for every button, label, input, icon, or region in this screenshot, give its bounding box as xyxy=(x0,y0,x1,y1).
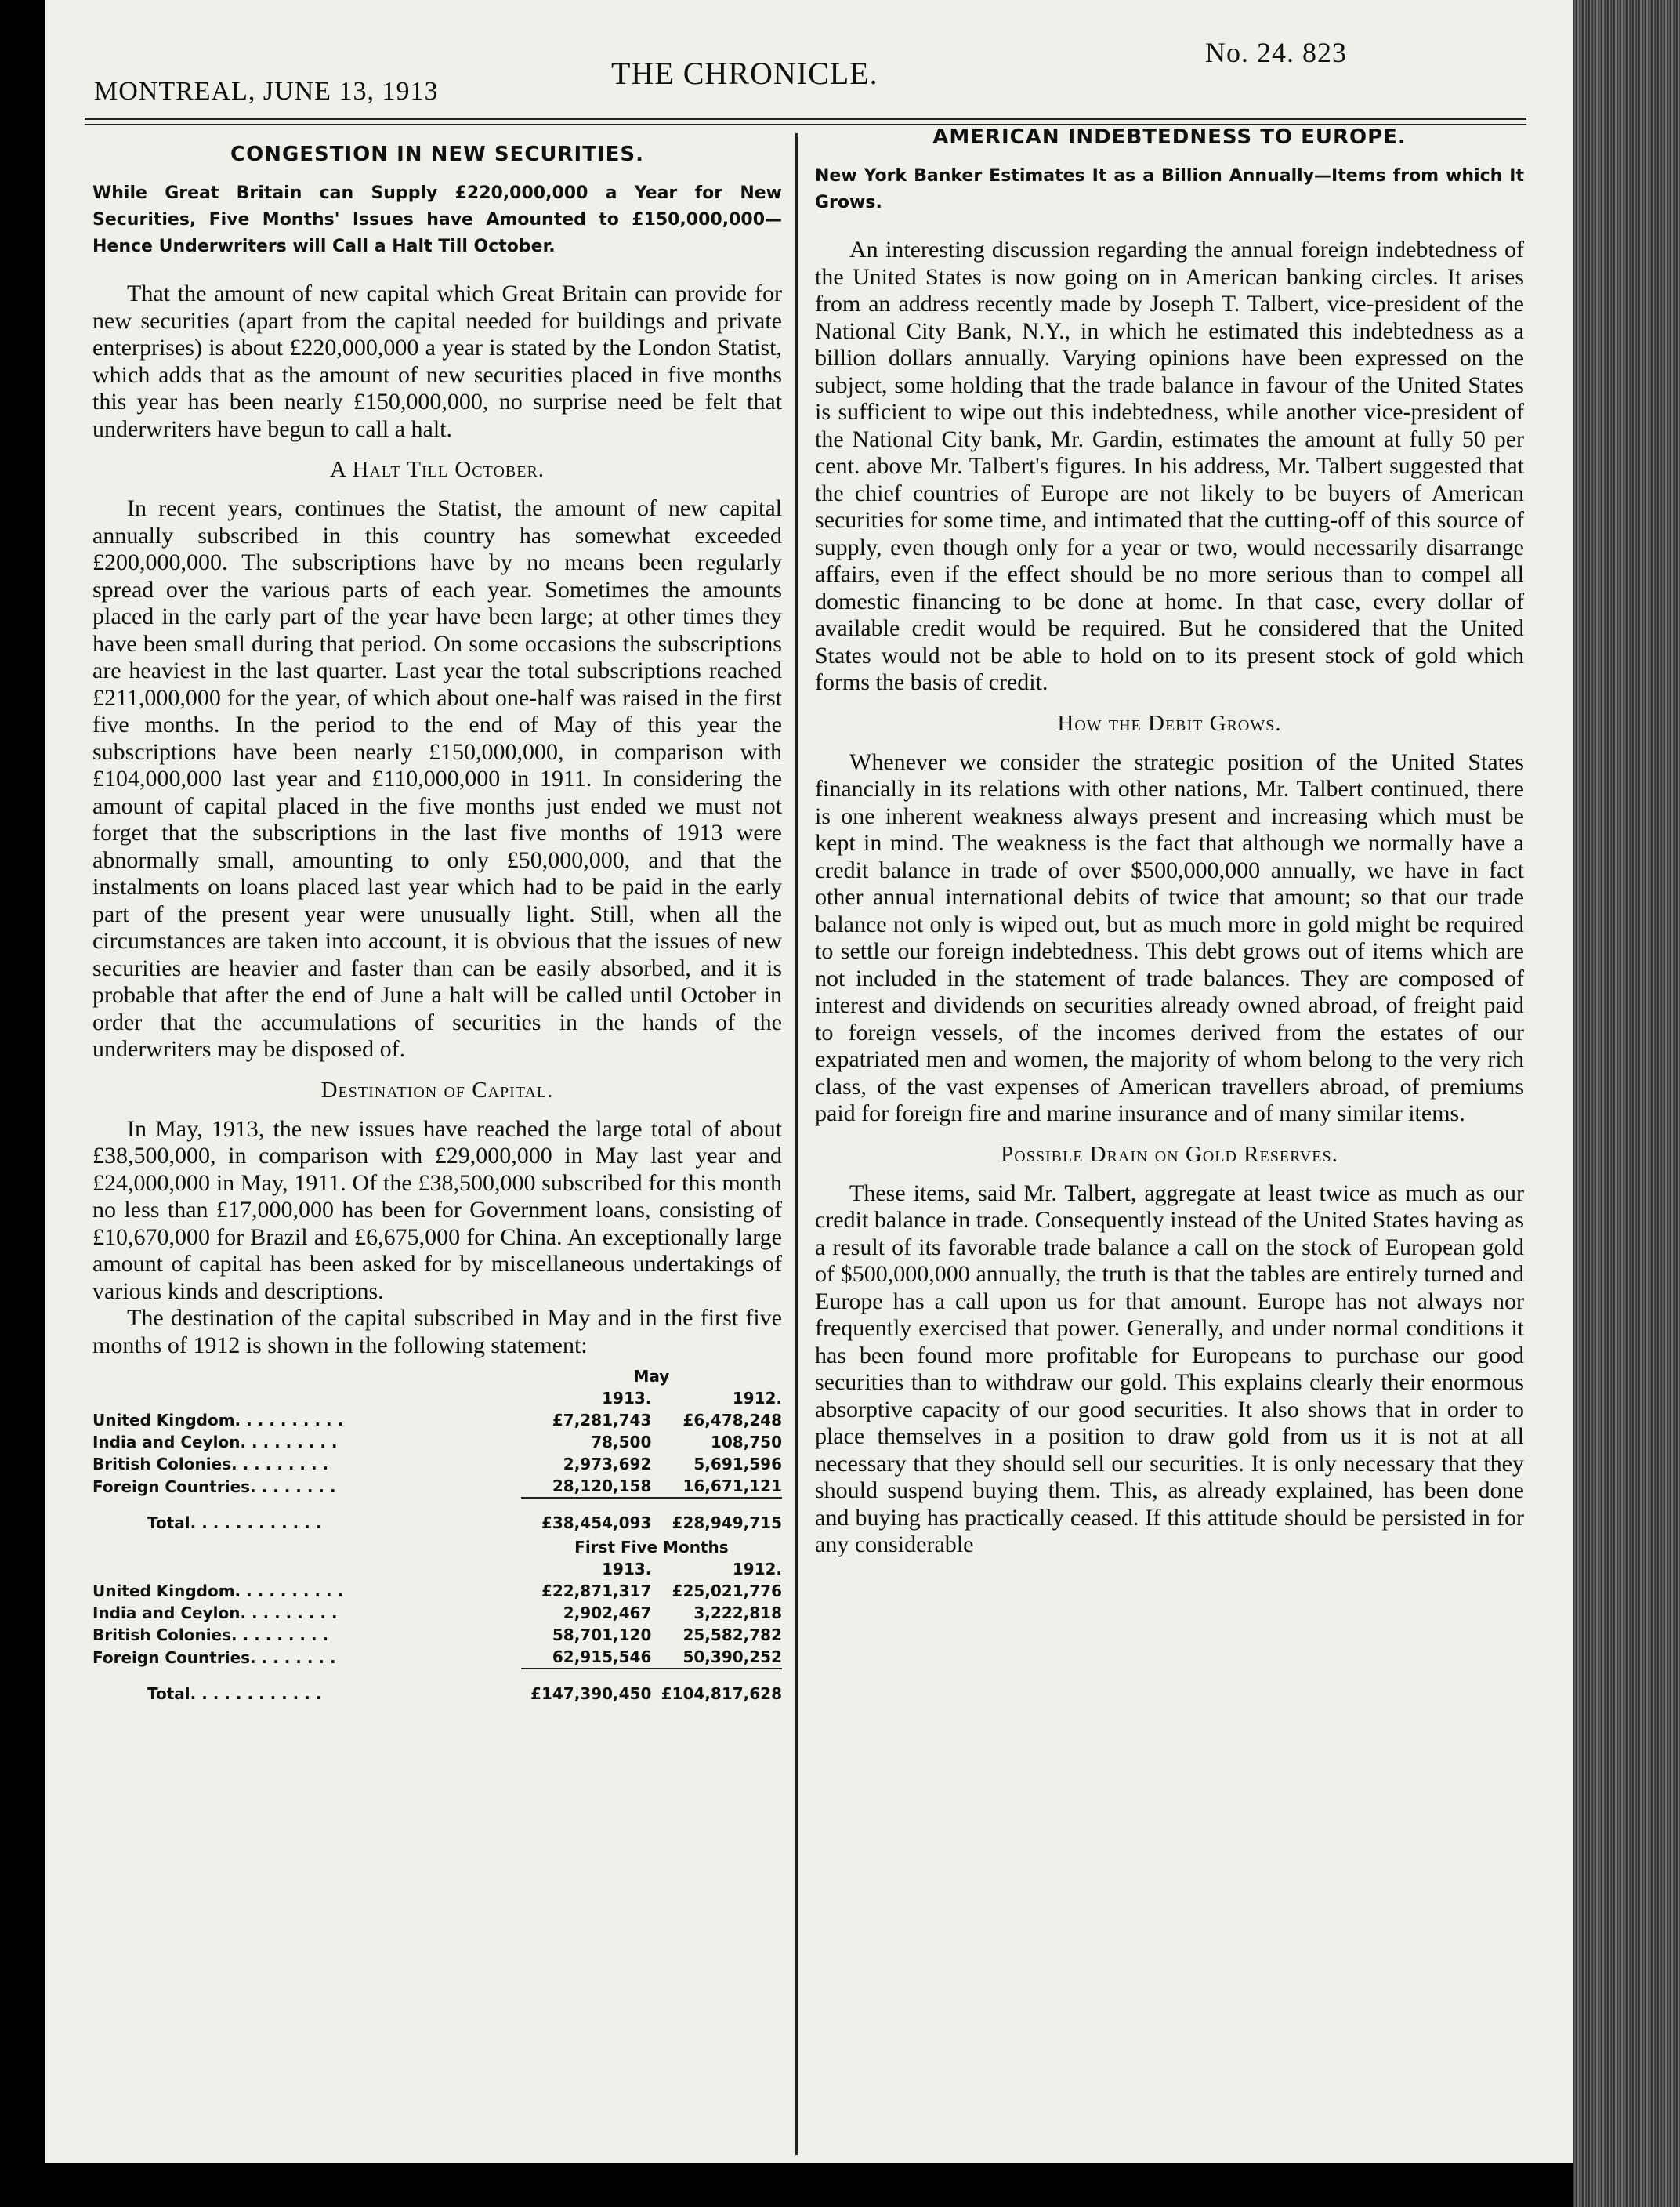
header-masthead: THE CHRONICLE. xyxy=(611,56,878,91)
section-heading: Possible Drain on Gold Reserves. xyxy=(1001,1141,1338,1167)
left-column xyxy=(92,133,782,1707)
left-article-title: CONGESTION IN NEW SECURITIES. xyxy=(230,143,644,166)
table-row: United Kingdom. . . . . . . . . . £7,281,743 £6,478,248 xyxy=(92,1411,782,1430)
table-row: India and Ceylon. . . . . . . . . 2,902,467 3,222,818 xyxy=(92,1604,782,1622)
paragraph: These items, said Mr. Talbert, aggregate at least twice as much as our credit balance in trade. Consequently instead of the United States having as a result of its favorable trade balance a call on the stock of European gold of $500,000,000 annually, the truth is that the tables are entirely turned and Europe has a call upon us for that amount. Europe has not always nor frequently exercised that power. Generally, and under normal conditions it has been found more profitable for Europeans to purchase our good securities than to withdraw our gold. This explains clearly their enormous absorptive capacity of our good securities. It also shows that in order to place themselves in a position to draw gold from us it is not at all necessary that they should sell our securities. It is only necessary that they should suspend buying them. This, as already explained, has been done and buying has practically ceased. If this attitude should be persisted in for any considerable xyxy=(815,1180,1524,1557)
table-heading-five-months: First Five Months xyxy=(574,1538,729,1556)
table-heading-may: May xyxy=(633,1367,670,1386)
table-row: Foreign Countries. . . . . . . . 28,120,158 16,671,121 xyxy=(92,1475,782,1498)
column-header: 1912. xyxy=(732,1389,782,1408)
header-rule-thin xyxy=(85,124,1526,125)
section-heading: Destination of Capital. xyxy=(320,1077,554,1103)
right-article-title: AMERICAN INDEBTEDNESS TO EUROPE. xyxy=(932,125,1407,149)
section-heading: How the Debit Grows. xyxy=(1057,710,1282,736)
column-header: 1913. xyxy=(602,1560,652,1578)
paragraph: That the amount of new capital which Great Britain can provide for new securities (apart from the capital needed for buildings and private enterprises) is about £220,000,000 a year is stated by the London Statist, which adds that as the amount of new securities placed in five months this year has been nearly £150,000,000, no surprise need be felt that underwriters have begun to call a halt. xyxy=(92,281,782,442)
paragraph: Whenever we consider the strategic position of the United States financially in its relations with other nations, Mr. Talbert continued, there is one inherent weakness always present and increasing which must be kept in mind. The weakness is the fact that although we normally have a credit balance in trade of over $500,000,000 annually, we have in fact other annual international debits of twice that amount; so that our trade balance not only is wiped out, but as much more in gold might be required to settle our foreign indebtedness. This debt grows out of items which are not included in the statement of trade balances. They are composed of interest and dividends on securities already owned abroad, of freight paid to foreign vessels, of the incomes derived from the estates of our expatriated men and women, the majority of whom belong to the very rich class, of the vast expenses of American travellers abroad, of premiums paid for foreign fire and marine insurance and of many similar items. xyxy=(815,748,1524,1126)
header-rule xyxy=(85,118,1526,120)
right-article-body xyxy=(815,237,1524,1559)
page-header xyxy=(45,31,1573,110)
right-column xyxy=(815,125,1524,1559)
header-page-number: No. 24. 823 xyxy=(1205,37,1347,68)
paragraph: In recent years, continues the Statist, the amount of new capital annually subscribed in this country has somewhat exceeded £200,000,000. The subscriptions have by no means been regularly spread over the various parts of each year. Sometimes the amounts placed in the early part of the year have been large; at other times they have been small during that period. On some occasions the subscriptions are heaviest in the last quarter. Last year the total subscriptions reached £211,000,000 for the year, of which about one-half was raised in the first five months. In the period to the end of May of this year the subscriptions have been nearly £150,000,000, in comparison with £104,000,000 last year and £110,000,000 in 1911. In considering the amount of capital placed in the five months just ended we must not forget that the subscriptions in the last five months of 1913 were abnormally small, amounting to only £50,000,000, and that the instalments on loans placed last year which had to be paid in the early part of the present year were unusually light. Still, when all the circumstances are taken into account, it is obvious that the issues of new securities are heavier and faster than can be easily absorbed, and it is probable that after the end of June a halt will be called until October in order that the accumulations of securities in the hands of the underwriters may be disposed of. xyxy=(92,495,782,1062)
column-header: 1913. xyxy=(602,1389,652,1408)
table-row: India and Ceylon. . . . . . . . . 78,500 108,750 xyxy=(92,1433,782,1451)
right-article-subtitle: New York Banker Estimates It as a Billion Annually—Items from which It Grows. xyxy=(815,166,1524,212)
table-row: United Kingdom. . . . . . . . . . £22,871,317 £25,021,776 xyxy=(92,1582,782,1600)
table-total-row: Total. . . . . . . . . . . . £38,454,093 £28,949,715 xyxy=(147,1513,782,1532)
capital-destination-table xyxy=(92,1365,782,1707)
newspaper-page xyxy=(45,0,1573,2163)
left-article-subtitle: While Great Britain can Supply £220,000,000 a Year for New Securities, Five Months' Issues have Amounted to £150,000,000—Hence Underwriters will Call a Halt Till October. xyxy=(92,183,782,256)
section-heading: A Halt Till October. xyxy=(329,457,545,482)
table-total-row: Total. . . . . . . . . . . . £147,390,450 £104,817,628 xyxy=(147,1683,782,1703)
table-row: British Colonies. . . . . . . . . 58,701,120 25,582,782 xyxy=(92,1625,782,1644)
table-row: British Colonies. . . . . . . . . 2,973,692 5,691,596 xyxy=(92,1455,782,1473)
header-dateline: MONTREAL, JUNE 13, 1913 xyxy=(94,77,439,106)
book-page-edges xyxy=(1573,0,1680,2207)
paragraph: An interesting discussion regarding the annual foreign indebtedness of the United States is now going on in American banking circles. It arises from an address recently made by Joseph T. Talbert, vice-president of the National City Bank, N.Y., in which he estimated this indebtedness as a billion dollars annually. Varying opinions have been expressed on the subject, some holding that the trade balance in favour of the United States is sufficient to wipe out this indebtedness, while another vice-president of the National City bank, Mr. Gardin, estimates the amount at fully 50 per cent. above Mr. Talbert's figures. In his address, Mr. Talbert suggested that the chief countries of Europe are not likely to be buyers of American securities for some time, and intimated that the cutting-off of this source of supply, even though only for a year or two, would necessarily disarrange affairs, even if the effect should be no more serious than to compel all domestic financing to be done at home. In that case, every dollar of available credit would be required. But he considered that the United States would not be able to hold on to its present stock of gold which forms the basis of credit. xyxy=(815,237,1524,695)
column-header: 1912. xyxy=(732,1560,782,1578)
table-row: Foreign Countries. . . . . . . . 62,915,546 50,390,252 xyxy=(92,1646,782,1669)
column-divider xyxy=(795,133,798,2155)
paragraph: In May, 1913, the new issues have reached the large total of about £38,500,000, in comparison with £29,000,000 in May last year and £24,000,000 in May, 1911. Of the £38,500,000 subscribed for this month no less than £17,000,000 has been for Government loans, consisting of £10,670,000 for Brazil and £6,675,000 for China. An exceptionally large amount of capital has been asked for by miscellaneous undertakings of various kinds and descriptions. xyxy=(92,1115,782,1304)
left-article-body xyxy=(92,281,782,1359)
paragraph: The destination of the capital subscribed in May and in the first five months of 1912 is shown in the following statement: xyxy=(92,1305,782,1358)
